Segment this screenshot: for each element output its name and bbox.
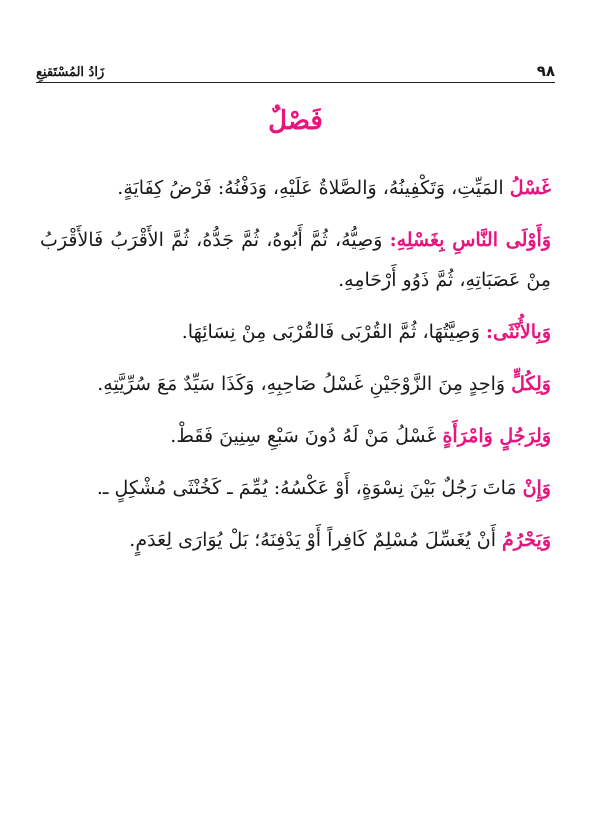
paragraph	[40, 364, 551, 404]
lead-word: وَأَوْلَى النَّاسِ بِغَسْلِهِ:	[389, 229, 551, 251]
paragraph-text: وَاحِدٍ مِنَ الزَّوْجَيْنِ غَسْلُ صَاحِبِهِ، وَكَذَا سَيِّدٌ مَعَ سُرِّيَّتِهِ.	[97, 373, 512, 395]
lead-word: وَبِالأُنْثَى:	[486, 321, 551, 343]
paragraph	[40, 220, 551, 300]
body-text	[40, 168, 551, 572]
paragraph	[40, 520, 551, 560]
paragraph-text: مَاتَ رَجُلٌ بَيْنَ نِسْوَةٍ، أَوْ عَكْسُهُ: يُمِّمَ ـ كَخُنْثَى مُشْكِلٍ ـ.	[96, 477, 523, 499]
running-header	[36, 58, 555, 80]
paragraph	[40, 168, 551, 208]
paragraph	[40, 468, 551, 508]
paragraph-text: غَسْلُ مَنْ لَهُ دُونَ سَبْعِ سِنِينَ فَقَطْ.	[170, 425, 443, 447]
page-number: ٩٨	[536, 62, 555, 80]
lead-word: وَإِنْ	[522, 477, 551, 499]
lead-word: غَسْلُ	[509, 177, 551, 199]
paragraph-text: وَصِيَّتُهَا، ثُمَّ القُرْبَى فَالقُرْبَى مِنْ نِسَائِهَا.	[181, 321, 487, 343]
paragraph-text: وَصِيُّهُ، ثُمَّ أَبُوهُ، ثُمَّ جَدُّهُ، ثُمَّ الأَقْرَبُ فَالأَقْرَبُ مِنْ عَصَبَاتِهِ، ثُمَّ ذَوُو أَرْحَامِهِ.	[40, 229, 551, 291]
header-rule	[36, 82, 555, 83]
paragraph-text: أَنْ يُغَسِّلَ مُسْلِمٌ كَافِراً أَوْ يَدْفِنَهُ؛ بَلْ يُوَارَى لِعَدَمٍ.	[129, 529, 503, 551]
section-title: فَصْلٌ	[268, 106, 323, 136]
lead-word: وَلِكُلٍّ	[511, 373, 551, 395]
paragraph-text: المَيِّتِ، وَتَكْفِينُهُ، وَالصَّلاةُ عَلَيْهِ، وَدَفْنُهُ: فَرْضُ كِفَايَةٍ.	[117, 177, 510, 199]
lead-word: وَيَحْرُمُ	[502, 529, 551, 551]
paragraph	[40, 312, 551, 352]
paragraph	[40, 416, 551, 456]
book-title: زَادُ المُسْتَقنِعِ	[36, 65, 105, 80]
lead-word: وَلِرَجُلٍ وَامْرَأَةٍ	[442, 425, 551, 447]
